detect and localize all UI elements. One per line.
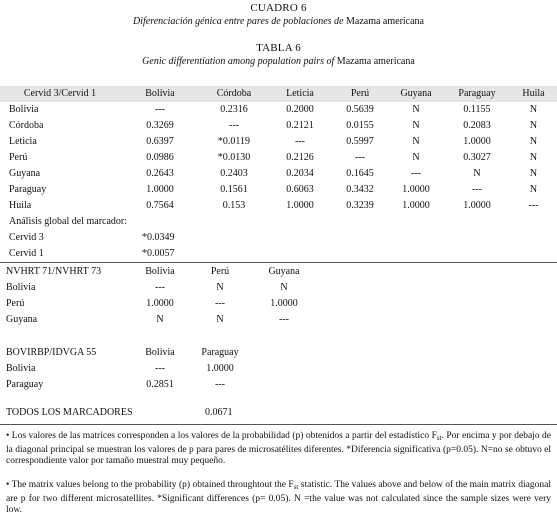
table-row	[0, 246, 557, 262]
cell-value: 1.0000	[402, 184, 430, 195]
cell-value: N	[412, 104, 420, 115]
cell-value: N	[529, 152, 538, 163]
cell-value: N	[529, 120, 538, 131]
cell-value: ---	[411, 168, 421, 179]
cell-value: N	[412, 136, 420, 147]
table-row	[0, 166, 557, 182]
row-label: Bolivia	[6, 363, 36, 374]
cell-value: 1.0000	[463, 200, 491, 211]
cell-value: 0.2316	[220, 104, 248, 115]
cell-value: 0.3269	[146, 120, 174, 131]
cell-value: 0.1645	[346, 168, 374, 179]
cell-value: *0.0349	[142, 232, 175, 243]
cell-value: 0.1155	[463, 104, 491, 115]
cell-value: 1.0000	[286, 200, 314, 211]
row-label: Cervid 3	[9, 232, 44, 243]
table-row	[0, 102, 557, 118]
cell-value: 0.1561	[220, 184, 248, 195]
caption-en-species: Mazama americana	[336, 56, 415, 67]
cell-value: N	[280, 282, 288, 293]
table-row	[0, 377, 557, 393]
table-row	[0, 312, 557, 328]
main-table-header	[0, 86, 557, 102]
global-analysis-title: Análisis global del marcador:	[9, 216, 128, 227]
header-cell: BOVIRBP/IDVGA 55	[6, 347, 97, 358]
total-row	[0, 405, 557, 421]
row-label: Guyana	[6, 314, 38, 325]
cell-value: 0.3027	[463, 152, 491, 163]
cell-value: 0.3432	[346, 184, 374, 195]
cell-value: N	[529, 168, 538, 179]
cell-value: 0.5997	[346, 136, 374, 147]
header-cell: Córdoba	[216, 88, 252, 99]
cell-value: *0.0057	[142, 248, 175, 259]
footnote-en	[6, 480, 551, 517]
nvhrt-table-header	[0, 264, 557, 280]
cell-value: 1.0000	[463, 136, 491, 147]
row-label: Cervid 1	[9, 248, 44, 259]
header-cell: Bolivia	[145, 266, 175, 277]
header-cell: Cervid 3/Cervid 1	[23, 88, 97, 99]
cell-value: N	[216, 314, 224, 325]
total-label: TODOS LOS MARCADORES	[6, 407, 133, 418]
row-label: Leticia	[9, 136, 37, 147]
table-number-es: CUADRO 6	[250, 2, 307, 14]
cell-value: 0.6397	[146, 136, 174, 147]
cell-value: 0.3239	[346, 200, 374, 211]
caption-es-species: Mazama americana	[345, 16, 424, 27]
table-row	[0, 280, 557, 296]
cell-value: 1.0000	[206, 363, 234, 374]
caption-es-text: Diferenciación génica entre pares de poblaciones de	[132, 16, 344, 27]
header-cell: Leticia	[286, 88, 314, 99]
row-label: Bolivia	[6, 282, 36, 293]
note-en-text-2: statistic. The values above and below of the main matrix diagonal are p for two different microsatellites. *Significant differences (p= 0.05). N =the value was not calculated since the sample sizes were very low.	[6, 480, 551, 515]
cell-value: ---	[279, 314, 289, 325]
cell-value: N	[529, 104, 538, 115]
table-caption-en	[0, 56, 557, 67]
row-label: Huila	[9, 200, 32, 211]
cell-value: 1.0000	[146, 184, 174, 195]
cell-value: N	[529, 184, 538, 195]
cell-value: 0.2034	[286, 168, 314, 179]
row-label: Guyana	[9, 168, 41, 179]
cell-value: 0.2000	[286, 104, 314, 115]
cell-value: 0.2126	[286, 152, 314, 163]
cell-value: 0.0986	[146, 152, 174, 163]
row-label: Paraguay	[6, 379, 44, 390]
row-label: Perú	[6, 298, 25, 309]
cell-value: 0.7564	[146, 200, 174, 211]
row-label: Perú	[9, 152, 28, 163]
cell-value: 0.2083	[463, 120, 491, 131]
table-number-en: TABLA 6	[256, 42, 301, 54]
cell-value: 1.0000	[402, 200, 430, 211]
cell-value: N	[216, 282, 224, 293]
total-value: 0.0671	[205, 407, 233, 418]
table-row	[0, 150, 557, 166]
caption-en-text: Genic differentiation among population pairs of	[142, 56, 335, 67]
header-cell: NVHRT 71/NVHRT 73	[6, 266, 102, 277]
header-cell: Bolivia	[145, 347, 175, 358]
row-label: Paraguay	[9, 184, 47, 195]
header-cell: Perú	[350, 88, 370, 99]
table-row	[0, 230, 557, 246]
table-row	[0, 198, 557, 214]
cell-value: 1.0000	[146, 298, 174, 309]
cell-value: N	[529, 136, 538, 147]
table-row	[0, 118, 557, 134]
cell-value: ---	[155, 363, 165, 374]
cell-value: 1.0000	[270, 298, 298, 309]
cell-value: ---	[155, 104, 165, 115]
cell-value: 0.2643	[146, 168, 174, 179]
cell-value: ---	[215, 298, 225, 309]
cell-value: ---	[215, 379, 225, 390]
cell-value: ---	[355, 152, 365, 163]
header-cell: Huila	[522, 88, 545, 99]
header-cell: Perú	[210, 266, 230, 277]
bovirbp-table-header	[0, 345, 557, 361]
table-row	[0, 296, 557, 312]
cell-value: 0.5639	[346, 104, 374, 115]
cell-value: ---	[155, 282, 165, 293]
cell-value: 0.2121	[286, 120, 314, 131]
note-en-text-1: • The matrix values belong to the probability (p) obtained throughtout the F	[6, 480, 294, 490]
cell-value: ---	[472, 184, 482, 195]
row-label: Córdoba	[9, 120, 44, 131]
table-row	[0, 361, 557, 377]
cell-value: *0.0130	[217, 152, 251, 163]
row-label: Bolivia	[9, 104, 39, 115]
header-cell: Paraguay	[201, 347, 239, 358]
cell-value: N	[473, 168, 481, 179]
header-cell: Guyana	[268, 266, 300, 277]
note-es-text-2: . Por encima y por debajo de la diagonal principal se muestran los valores de p para pares de microsatélites diferentes. *Diferencia significativa (p=0.05). N=no se obtuvo el correspondiente valor por tamaño muestral muy pequeño.	[6, 431, 551, 466]
cell-value: ---	[528, 200, 539, 211]
cell-value: N	[412, 120, 420, 131]
note-en-subscript: st	[293, 483, 299, 491]
footnote-es	[6, 431, 551, 468]
cell-value: ---	[229, 120, 239, 131]
header-cell: Guyana	[400, 88, 432, 99]
cell-value: 0.6063	[286, 184, 314, 195]
cell-value: 0.153	[222, 200, 246, 211]
cell-value: N	[156, 314, 164, 325]
global-analysis-label	[0, 214, 557, 230]
header-cell: Paraguay	[458, 88, 496, 99]
cell-value: 0.2403	[220, 168, 248, 179]
table-row	[0, 134, 557, 150]
cell-value: N	[412, 152, 420, 163]
cell-value: *0.0119	[217, 136, 251, 147]
divider	[0, 424, 557, 425]
note-es-text-1: • Los valores de las matrices corresponden a los valores de la probabilidad (p) obtenidos a partir del estadístico F	[6, 431, 437, 441]
cell-value: 0.0155	[346, 120, 374, 131]
cell-value: 0.2851	[146, 379, 174, 390]
cell-value: ---	[295, 136, 305, 147]
header-cell: Bolivia	[145, 88, 175, 99]
divider	[0, 262, 557, 263]
table-row	[0, 182, 557, 198]
table-caption-es	[0, 16, 557, 27]
note-es-subscript: st	[436, 434, 442, 442]
